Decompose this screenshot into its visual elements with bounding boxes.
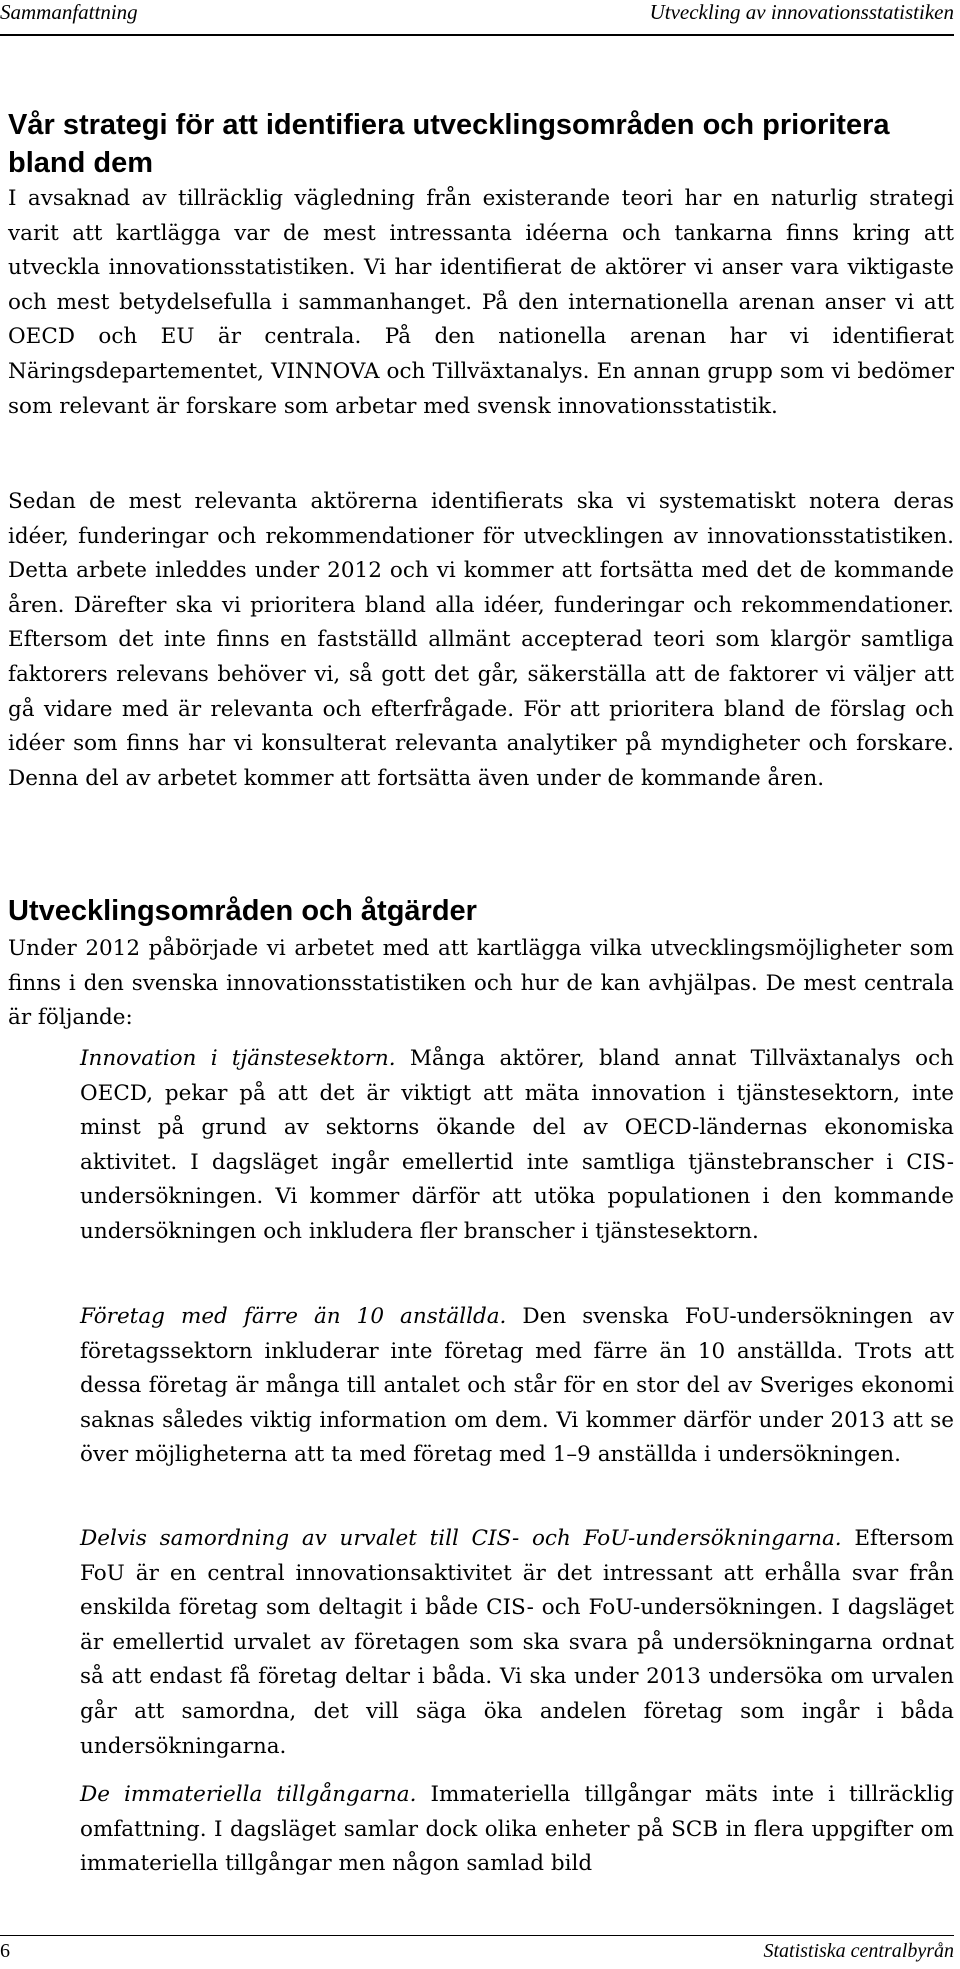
list-item-sample-coordination	[80, 1522, 954, 1764]
list-item-services	[80, 1042, 954, 1250]
list-item-intangible-assets	[80, 1778, 954, 1882]
item-label: De immateriella tillgångarna.	[80, 1782, 417, 1807]
item-text: Eftersom FoU är en central innovationsaktivitet är det intressant att erhålla svar från enskilda företag som deltagit i både CIS- och FoU-undersökningen. I dagsläget är emellertid urvalet av företagen som ska svara på undersökningarna ordnat så att endast få företag deltar i båda. Vi ska under 2013 undersöka om urvalen går att samordna, det vill säga öka andelen företag som ingår i båda undersökningarna.	[80, 1526, 954, 1759]
item-label: Delvis samordning av urvalet till CIS- och FoU-undersökningarna.	[80, 1526, 842, 1551]
section-heading-strategy: Vår strategi för att identifiera utvecklingsområden och prioritera bland dem	[8, 109, 890, 179]
paragraph-strategy-2: Sedan de mest relevanta aktörerna identifierats ska vi systematiskt notera deras idéer, funderingar och rekommendationer för utvecklingen av innovationsstatistiken. Detta arbete inleddes under 2012 och vi kommer att fortsätta med det de kommande åren. Därefter ska vi prioritera bland alla idéer, funderingar och rekommendationer. Eftersom det inte finns en fastställd allmänt accepterad teori som klargör samtliga faktorers relevans behöver vi, så gott det går, säkerställa att de faktorer vi väljer att gå vidare med är relevanta och efterfrågade. För att prioritera bland de förslag och idéer som finns har vi konsulterat relevanta analytiker på myndigheter och forskare. Denna del av arbetet kommer att fortsätta även under de kommande åren.	[8, 489, 954, 791]
section-heading-development: Utvecklingsområden och åtgärder	[8, 895, 477, 927]
item-label: Företag med färre än 10 anställda.	[80, 1304, 507, 1329]
item-label: Innovation i tjänstesektorn.	[80, 1046, 396, 1071]
list-item-small-firms	[80, 1300, 954, 1473]
paragraph-development-intro: Under 2012 påbörjade vi arbetet med att kartlägga vilka utvecklingsmöjligheter som finns i den svenska innovationsstatistiken och hur de kan avhjälpas. De mest centrala är följande:	[8, 936, 954, 1031]
paragraph-strategy-1: I avsaknad av tillräcklig vägledning från existerande teori har en naturlig strategi varit att kartlägga var de mest intressanta idéerna och tankarna finns kring att utveckla innovationsstatistiken. Vi har identifierat de aktörer vi anser vara viktigaste och mest betydelsefulla i sammanhanget. På den internationella arenan anser vi att OECD och EU är centrala. På den nationella arenan har vi identifierat Näringsdepartementet, VINNOVA och Tillväxtanalys. En annan grupp som vi bedömer som relevant är forskare som arbetar med svensk innovationsstatistik.	[8, 186, 954, 419]
footer-organization: Statistiska centralbyrån	[763, 1940, 954, 1962]
header-section-name: Sammanfattning	[0, 0, 138, 24]
header-divider	[0, 34, 954, 36]
header-report-title: Utveckling av innovationsstatistiken	[649, 0, 954, 24]
running-header	[0, 0, 954, 30]
item-text: Många aktörer, bland annat Tillväxtanalys och OECD, pekar på att det är viktigt att mäta innovation i tjänstesektorn, inte minst på grund av sektorns ökande del av OECD-ländernas ekonomiska aktivitet. I dagsläget ingår emellertid inte samtliga tjänstebranscher i CIS-undersökningen. Vi kommer därför att utöka populationen i den kommande undersökningen och inkludera fler branscher i tjänstesektorn.	[80, 1046, 954, 1244]
item-text: Den svenska FoU-undersökningen av företagssektorn inkluderar inte företag med färre än 10 anställda. Trots att dessa företag är många till antalet och står för en stor del av Sveriges ekonomi saknas således viktig information om dem. Vi kommer därför under 2013 att se över möjligheterna att ta med företag med 1–9 anställda i undersökningen.	[80, 1304, 954, 1468]
page-number: 6	[0, 1940, 10, 1962]
item-text: Immateriella tillgångar mäts inte i tillräcklig omfattning. I dagsläget samlar dock olika enheter på SCB in flera uppgifter om immateriella tillgångar men någon samlad bild	[80, 1782, 955, 1877]
page-footer	[0, 1940, 954, 1968]
footer-divider	[0, 1935, 954, 1936]
